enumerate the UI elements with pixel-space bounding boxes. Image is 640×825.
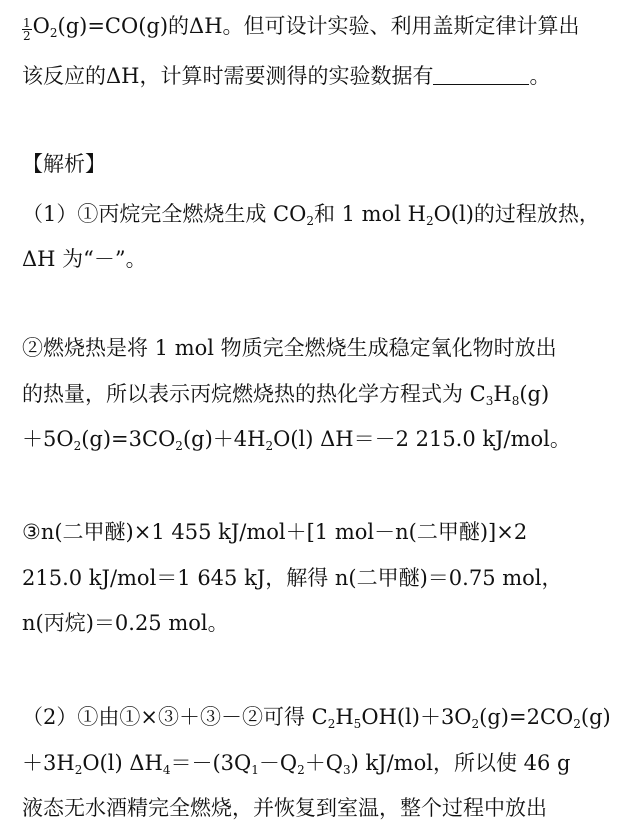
text-run: (g): [580, 705, 611, 729]
text-run: －Q: [258, 751, 298, 775]
subscript: 2: [327, 717, 336, 731]
text-run: O(l)的过程放热，: [433, 202, 600, 226]
text-line: 液态无水酒精完全燃烧，并恢复到室温，整个过程中放出: [22, 796, 547, 820]
text-line: ΔH 为“－”。: [22, 247, 147, 271]
text-run: O(l) ΔH＝－2 215.0 kJ/mol。: [273, 427, 571, 451]
text-line: [22, 12, 626, 47]
subscript: 5: [353, 717, 362, 731]
subscript: 2: [471, 717, 480, 731]
subscript: 8: [511, 394, 520, 408]
subscript: 2: [74, 763, 83, 777]
subscript: 2: [49, 26, 58, 40]
fraction: [22, 17, 32, 42]
fraction-denominator: 2: [23, 29, 31, 43]
text-run: (g)＋4H: [182, 427, 266, 451]
subscript: 2: [425, 214, 434, 228]
text-run: H: [493, 382, 512, 406]
section-heading: 【解析】: [22, 152, 106, 176]
text-line: ②燃烧热是将 1 mol 物质完全燃烧生成稳定氧化物时放出: [22, 336, 557, 360]
subscript: 2: [73, 439, 82, 453]
text-line: [22, 425, 626, 460]
answer-blank: [433, 66, 529, 85]
text-run: O(l) ΔH: [82, 751, 163, 775]
text-run: 。: [529, 64, 551, 88]
text-run: ＋5O: [22, 427, 74, 451]
text-run: ) kJ/mol，所以使 46 g: [350, 751, 571, 775]
text-line: [22, 380, 626, 415]
text-run: (g)=2CO: [479, 705, 574, 729]
text-line: 215.0 kJ/mol＝1 645 kJ，解得 n(二甲醚)＝0.75 mol，: [22, 566, 563, 590]
text-run: (g)=CO(g)的ΔH。但可设计实验、利用盖斯定律计算出: [57, 14, 580, 38]
subscript: 2: [573, 717, 581, 731]
text-run: （1）①丙烷完全燃烧生成 CO: [22, 202, 307, 226]
subscript: 2: [265, 439, 274, 453]
text-run: 的热量，所以表示丙烷燃烧热的热化学方程式为 C: [22, 382, 486, 406]
text-run: （2）①由①×③＋③－②可得 C: [22, 705, 328, 729]
text-run: H: [335, 705, 354, 729]
fraction-numerator: 1: [23, 16, 31, 30]
subscript: 3: [485, 394, 494, 408]
text-line: ③n(二甲醚)×1 455 kJ/mol＋[1 mol－n(二甲醚)]×2: [22, 520, 528, 544]
text-run: (g): [519, 382, 550, 406]
subscript: 2: [306, 214, 314, 228]
text-line: [22, 749, 626, 784]
text-run: ＋3H: [22, 751, 75, 775]
text-run: ＝－(3Q: [170, 751, 252, 775]
text-run: 和 1 mol H: [313, 202, 426, 226]
subscript: 2: [297, 763, 305, 777]
text-line: [22, 62, 626, 90]
subscript: 4: [162, 763, 171, 777]
text-run: ＋Q: [304, 751, 343, 775]
text-run: 该反应的ΔH，计算时需要测得的实验数据有: [22, 64, 434, 88]
subscript: 2: [175, 439, 183, 453]
subscript: 1: [251, 763, 259, 777]
text-line: [22, 200, 626, 235]
text-run: (g)=3CO: [81, 427, 176, 451]
text-line: [22, 703, 626, 738]
text-run: OH(l)＋3O: [361, 705, 472, 729]
text-run: O: [32, 14, 50, 38]
text-line: n(丙烷)＝0.25 mol。: [22, 611, 229, 635]
subscript: 3: [342, 763, 351, 777]
